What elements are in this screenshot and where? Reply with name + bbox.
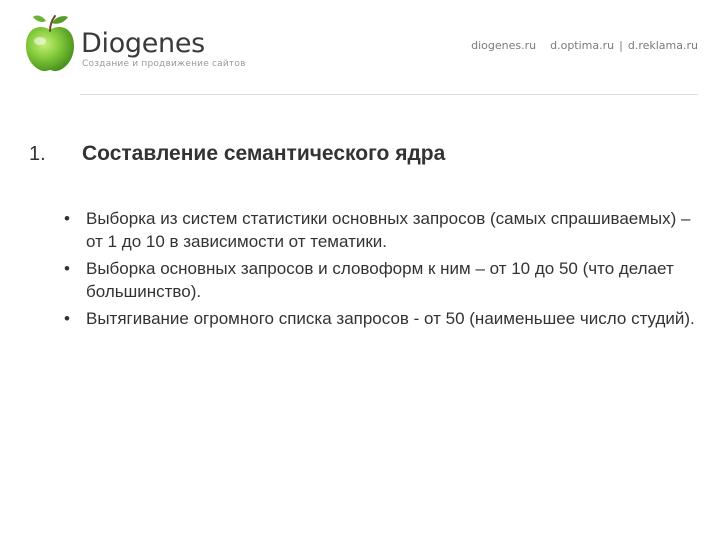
link-reklama[interactable]: d.reklama.ru bbox=[627, 39, 698, 52]
list-item-text: Вытягивание огромного списка запросов - от 50 (наименьшее число студий). bbox=[86, 309, 695, 328]
section-number: 1. bbox=[29, 143, 46, 165]
bullet-icon: • bbox=[64, 209, 70, 228]
list-item-text: Выборка из систем статистики основных запросов (самых спрашиваемых) – от 1 до 10 в зависимости от тематики. bbox=[86, 209, 691, 251]
bullet-icon: • bbox=[64, 309, 70, 328]
bullet-list bbox=[60, 207, 700, 334]
list-item bbox=[60, 207, 700, 253]
brand-name: Diogenes bbox=[81, 28, 205, 59]
list-item bbox=[60, 257, 700, 303]
green-apple-icon bbox=[22, 12, 78, 74]
list-item-text: Выборка основных запросов и словоформ к ним – от 10 до 50 (что делает большинство). bbox=[86, 259, 674, 301]
list-item bbox=[60, 307, 700, 330]
link-optima[interactable]: d.optima.ru bbox=[550, 39, 615, 52]
top-links bbox=[471, 39, 698, 52]
link-separator: | bbox=[619, 39, 623, 52]
section-title: Составление семантического ядра bbox=[82, 142, 446, 165]
brand-tagline: Создание и продвижение сайтов bbox=[82, 59, 246, 69]
bullet-icon: • bbox=[64, 259, 70, 278]
header-divider bbox=[80, 94, 698, 95]
site-header bbox=[0, 0, 720, 96]
link-diogenes[interactable]: diogenes.ru bbox=[471, 39, 537, 52]
